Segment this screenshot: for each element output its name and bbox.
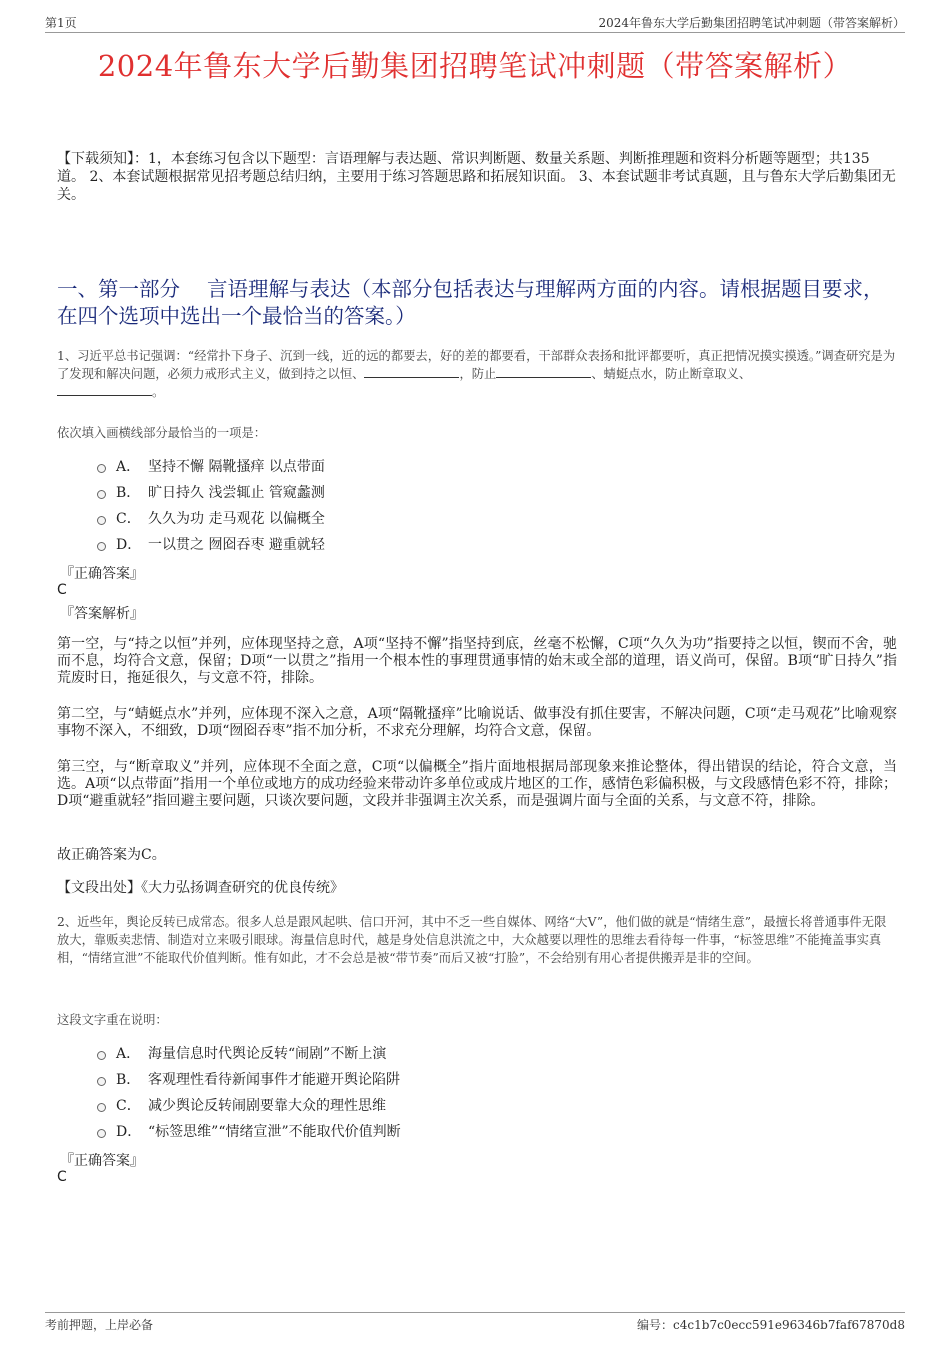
q1-text-part: 、蜻蜓点水，防止断章取义、 [591,367,752,381]
question-2-stem: 这段文字重在说明： [57,1013,168,1027]
answer-blank [364,366,459,378]
option-text: 减少舆论反转闹剧要靠大众的理性思维 [148,1098,386,1114]
question-1-stem: 依次填入画横线部分最恰当的一项是： [57,426,267,440]
document-title: 2024年鲁东大学后勤集团招聘笔试冲刺题（带答案解析） [97,49,853,83]
correct-answer: C [57,582,67,598]
question-1-text [57,347,897,401]
option-letter: D． [116,1124,142,1140]
option-text: 海量信息时代舆论反转“闹剧”不断上演 [148,1046,387,1062]
option-text: 一以贯之 囫囵吞枣 避重就轻 [148,537,325,553]
q1-text-part: 1、习近平总书记强调：“经常扑下身子、沉到一线，近的远的都要去，好的差的都要看，干部群众表扬和批评都要听，真正把情况摸实摸透。”调查研究是为了发现和解决问题，必须力戒形式主义，做到持之以恒、 [57,349,896,381]
option-letter: C． [116,511,141,527]
radio-icon[interactable] [97,1103,106,1112]
radio-icon[interactable] [97,516,106,525]
option-b[interactable] [97,479,697,505]
option-a[interactable] [97,1040,697,1066]
option-letter: B． [116,485,141,501]
option-d[interactable] [97,531,697,557]
option-c[interactable] [97,505,697,531]
answer-blank [496,366,591,378]
option-letter: B． [116,1072,141,1088]
question-2-text: 2、近些年，舆论反转已成常态。很多人总是跟风起哄、信口开河，其中不乏一些自媒体、网络“大V”，他们做的就是“情绪生意”，最擅长将普通事件无限放大，靠贩卖悲情、制造对立来吸引眼球。海量信息时代，越是身处信息洪流之中，大众越要以理性的思维去看待每一件事，“标签思维”不能掩盖事实真相，“情绪宣泄”不能取代价值判断。惟有如此，才不会总是被“带节奏”而后又被“打脸”，不会给别有用心者提供搬弄是非的空间。 [57,915,887,965]
option-text: “标签思维”“情绪宣泄”不能取代价值判断 [148,1124,401,1140]
answer-blank [57,384,152,396]
footer-slogan: 考前押题，上岸必备 [45,1318,154,1332]
analysis-paragraph-1: 第一空，与“持之以恒”并列，应体现坚持之意，A项“坚持不懈”指坚持到底，丝毫不松懈，C项“久久为功”指要持之以恒，锲而不舍，驰而不息，均符合文意，保留；D项“一以贯之”指用一个根本性的事理贯通事情的始末或全部的道理，语义尚可，保留。B项“旷日持久”指荒废时日，拖延很久，与文意不符，排除。 [57,636,897,686]
q1-text-part: 。 [152,385,165,399]
option-text: 客观理性看待新闻事件才能避开舆论陷阱 [148,1072,400,1088]
analysis-label: 『答案解析』 [60,606,144,622]
option-letter: A． [116,1046,141,1062]
correct-answer-label: 『正确答案』 [60,566,144,582]
option-d[interactable] [97,1118,697,1144]
analysis-conclusion: 故正确答案为C。 [57,847,166,863]
radio-icon[interactable] [97,542,106,551]
option-c[interactable] [97,1092,697,1118]
option-a[interactable] [97,453,697,479]
analysis-paragraph-3: 第三空，与“断章取义”并列，应体现不全面之意，C项“以偏概全”指片面地根据局部现象来推论整体，得出错误的结论，符合文意，当选。A项“以点带面”指用一个单位或地方的成功经验来带动许多单位或成片地区的工作，感情色彩偏积极，与文段感情色彩不符，排除；D项“避重就轻”指回避主要问题，只谈次要问题，文段并非强调主次关系，而是强调片面与全面的关系，与文意不符，排除。 [57,759,897,809]
correct-answer-label: 『正确答案』 [60,1153,144,1169]
question-1-options [97,453,697,557]
document-id: 编号：c4c1b7c0ecc591e96346b7faf67870d8 [637,1318,905,1332]
option-letter: C． [116,1098,141,1114]
correct-answer: C [57,1169,67,1185]
page-number: 第1页 [45,16,77,30]
option-b[interactable] [97,1066,697,1092]
radio-icon[interactable] [97,1129,106,1138]
q1-text-part: ，防止 [459,367,497,381]
section-heading: 一、第一部分 言语理解与表达（本部分包括表达与理解两方面的内容。请根据题目要求，在四个选项中选出一个最恰当的答案。） [57,277,884,328]
option-text: 旷日持久 浅尝辄止 管窥蠡测 [148,485,325,501]
page-header [45,12,905,33]
analysis-paragraph-2: 第二空，与“蜻蜓点水”并列，应体现不深入之意，A项“隔靴搔痒”比喻说话、做事没有抓住要害，不解决问题，C项“走马观花”比喻观察事物不深入，不细致，D项“囫囵吞枣”指不加分析，不求充分理解，均符合文意，保留。 [57,706,897,739]
radio-icon[interactable] [97,1077,106,1086]
page-footer [45,1312,905,1335]
source-note: 【文段出处】《大力弘扬调查研究的优良传统》 [57,880,344,896]
option-letter: D． [116,537,142,553]
question-2-options [97,1040,697,1144]
radio-icon[interactable] [97,464,106,473]
radio-icon[interactable] [97,490,106,499]
radio-icon[interactable] [97,1051,106,1060]
option-text: 坚持不懈 隔靴搔痒 以点带面 [148,459,325,475]
header-doc-title: 2024年鲁东大学后勤集团招聘笔试冲刺题（带答案解析） [598,16,905,30]
option-text: 久久为功 走马观花 以偏概全 [148,511,325,527]
option-letter: A． [116,459,141,475]
download-notice: 【下载须知】：1，本套练习包含以下题型：言语理解与表达题、常识判断题、数量关系题、判断推理题和资料分析题等题型；共135道。 2、本套试题根据常见招考题总结归纳，主要用于练习答题思路和拓展知识面。 3、本套试题非考试真题，且与鲁东大学后勤集团无关。 [57,151,896,203]
